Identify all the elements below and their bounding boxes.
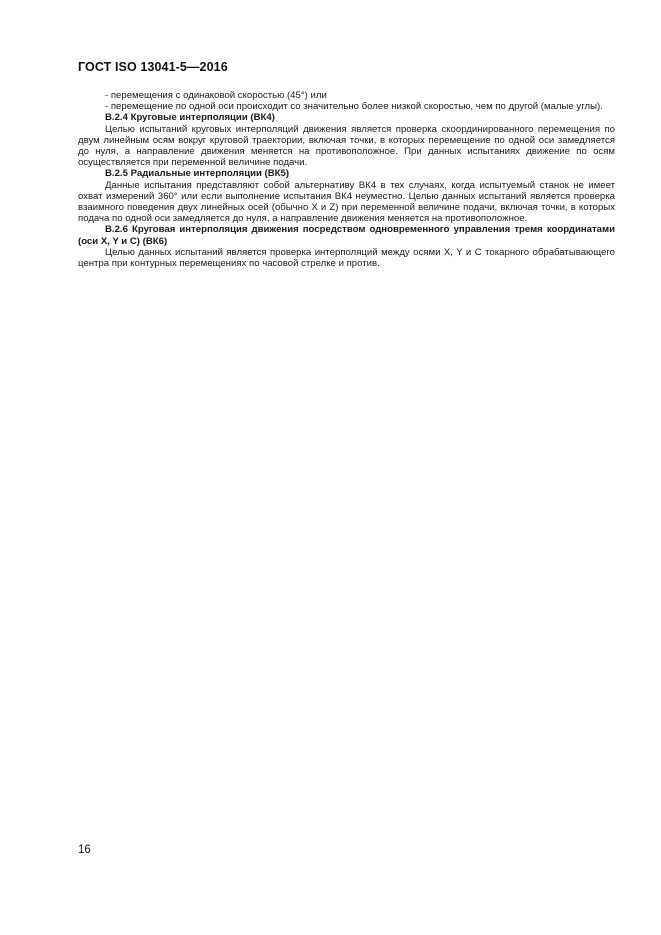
- list-item: - перемещения с одинаковой скоростью (45°) или: [105, 90, 327, 101]
- section-heading-b25: В.2.5 Радиальные интерполяции (ВК5): [105, 168, 290, 180]
- document-code-header: ГОСТ ISO 13041-5—2016: [78, 60, 228, 74]
- section-heading-b24: В.2.4 Круговые интерполяции (ВК4): [105, 112, 275, 124]
- list-item: - перемещение по одной оси происходит со значительно более низкой скоростью, чем по другой (малые углы).: [105, 101, 603, 113]
- page-number: 16: [78, 844, 91, 856]
- section-paragraph-b26: Целью данных испытаний является проверка интерполяций между осями X, Y и C токарного обрабатывающего центра при контурных перемещениях по часовой стрелке и против.: [78, 246, 615, 270]
- section-paragraph-b24: Целью испытаний круговых интерполяций движения является проверка скоординированного перемещения по двум линейным осям вокруг круговой траектории, включая точки, в которых перемещение по одной оси замедляется до нуля, а направление движения меняется на противоположное. При данных испытаниях движение по осям осуществляется при переменной величине подачи.: [78, 123, 615, 169]
- section-heading-b26: В.2.6 Круговая интерполяция движения посредством одновременного управления тремя координатами (оси X, Y и C) (ВК6): [78, 224, 615, 247]
- body-text: [78, 90, 615, 269]
- section-paragraph-b25: Данные испытания представляют собой альтернативу ВК4 в тех случаях, когда испытуемый станок не имеет охват измерений 360° или если выполнение испытания ВК4 неуместно. Целью данных испытаний является проверка взаимного поведения двух линейных осей (обычно X и Z) при переменной величине подачи, включая точки, в которых подача по одной оси замедляется до нуля, а направление движения меняется на противоположное.: [78, 179, 615, 225]
